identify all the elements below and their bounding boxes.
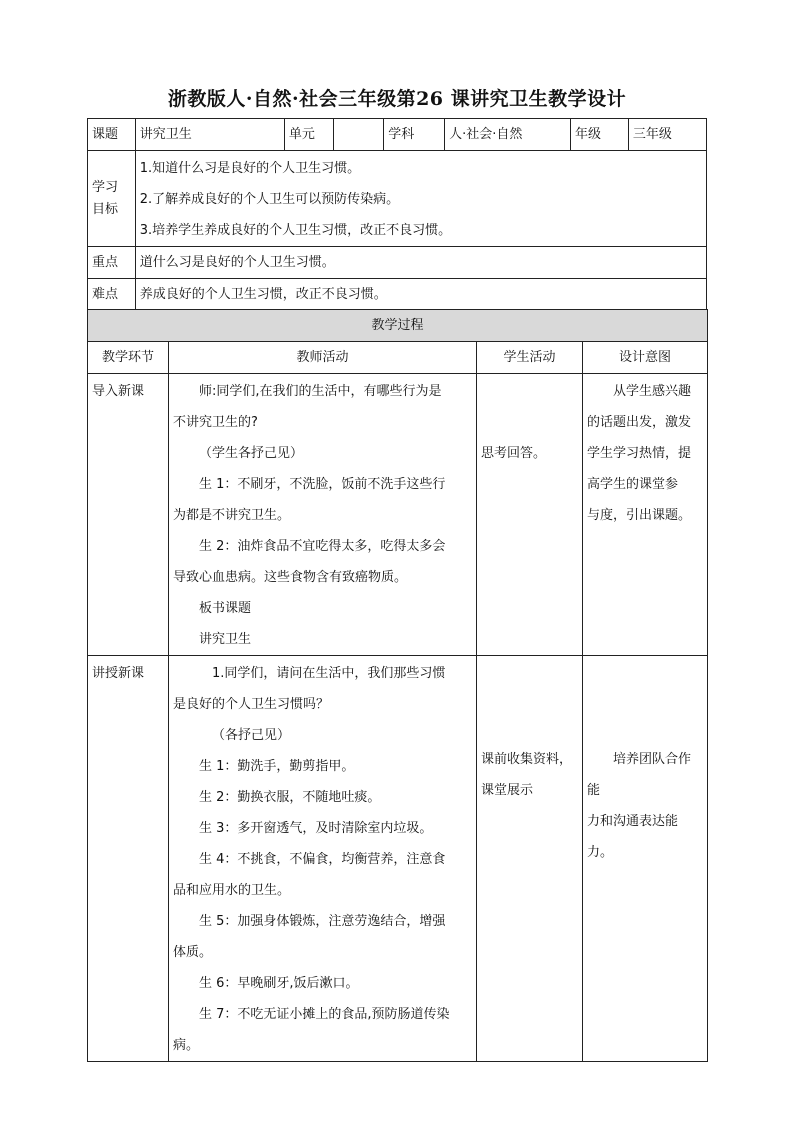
teaching-process-table [87,309,708,1062]
intent-line: 学生学习热情，提 [587,446,692,461]
teacher-line: 生 5：加强身体锻炼，注意劳逸结合，增强 [199,914,446,929]
student-line: 课前收集资料， [481,752,573,767]
teacher-line: 生 6：早晚刷牙,饭后漱口。 [199,976,359,991]
teacher-line: 师:同学们,在我们的生活中，有哪些行为是 [199,384,442,399]
teacher-line: 病。 [173,1038,200,1053]
grade-value: 三年级 [628,119,706,151]
teacher-line: 是良好的个人卫生习惯吗？ [173,697,330,712]
student-line: 课堂展示 [481,783,534,798]
teacher-line: 生 7：不吃无证小摊上的食品,预防肠道传染 [199,1007,450,1022]
lesson-label: 课题 [88,119,136,151]
intent-line: 高学生的课堂参 [587,477,679,492]
teacher-line: 导致心血患病。这些食物含有致癌物质。 [173,570,408,585]
teacher-line: 生 1：不刷牙，不洗脸，饭前不洗手这些行 [199,477,446,492]
subject-value: 人·社会·自然 [445,119,571,151]
teacher-line: 生 2：勤换衣服，不随地吐痰。 [199,790,381,805]
objective-item: 2.了解养成良好的个人卫生可以预防传染病。 [139,192,400,207]
teacher-line: （各抒己见） [212,728,291,743]
header-intent: 设计意图 [583,342,708,374]
design-intent-new-lesson [583,656,708,1062]
document-title: 浙教版人·自然·社会三年级第26 课讲究卫生教学设计 [167,88,627,110]
unit-label: 单元 [284,119,333,151]
student-activity-intro: 思考回答。 [477,374,583,656]
teacher-line: 不讲究卫生的? [173,415,258,430]
student-activity-new-lesson [477,656,583,1062]
key-point-label: 重点 [88,247,136,279]
teacher-line: 生 3：多开窗透气，及时清除室内垃圾。 [199,821,433,836]
design-intent-intro [583,374,708,656]
difficulty-value: 养成良好的个人卫生习惯，改正不良习惯。 [135,279,706,311]
teacher-line: 生 1：勤洗手，勤剪指甲。 [199,759,355,774]
stage-intro: 导入新课 [88,374,169,656]
teacher-line: （学生各抒己见） [199,446,304,461]
objectives-label-line1: 学习 [92,179,119,195]
intent-line: 力和沟通表达能 [587,814,679,829]
intent-line: 力。 [587,845,614,860]
header-stage: 教学环节 [88,342,169,374]
unit-value [333,119,384,151]
key-point-value: 道什么习是良好的个人卫生习惯。 [135,247,706,279]
teacher-line: 体质。 [173,945,213,960]
intent-line: 与度，引出课题。 [587,508,692,523]
teacher-line: 为都是不讲究卫生。 [173,508,291,523]
objectives-label-line2: 目标 [92,201,119,217]
lesson-info-table [87,118,707,311]
grade-label: 年级 [570,119,628,151]
teacher-line: 品和应用水的卫生。 [173,883,291,898]
teacher-line: 生 2：油炸食品不宜吃得太多，吃得太多会 [199,539,446,554]
intent-line: 的话题出发，激发 [587,415,692,430]
process-banner: 教学过程 [88,310,708,342]
objectives-list [135,151,706,247]
stage-new-lesson: 讲授新课 [88,656,169,1062]
objective-item: 3.培养学生养成良好的个人卫生习惯，改正不良习惯。 [139,223,452,238]
intent-line: 培养团队合作能 [587,752,692,798]
difficulty-label: 难点 [88,279,136,311]
objective-item: 1.知道什么习是良好的个人卫生习惯。 [139,161,361,176]
teacher-line: 讲究卫生 [199,632,252,647]
subject-label: 学科 [384,119,445,151]
lesson-value: 讲究卫生 [135,119,284,151]
teacher-activity-new-lesson [169,656,477,1062]
intent-line: 从学生感兴趣 [613,384,692,399]
teacher-line: 生 4：不挑食，不偏食，均衡营养，注意食 [199,852,446,867]
teacher-line: 板书课题 [199,601,252,616]
teacher-line: 1.同学们，请问在生活中，我们那些习惯 [212,666,446,681]
teacher-activity-intro [169,374,477,656]
header-student: 学生活动 [477,342,583,374]
header-teacher: 教师活动 [169,342,477,374]
objectives-label [88,151,136,247]
